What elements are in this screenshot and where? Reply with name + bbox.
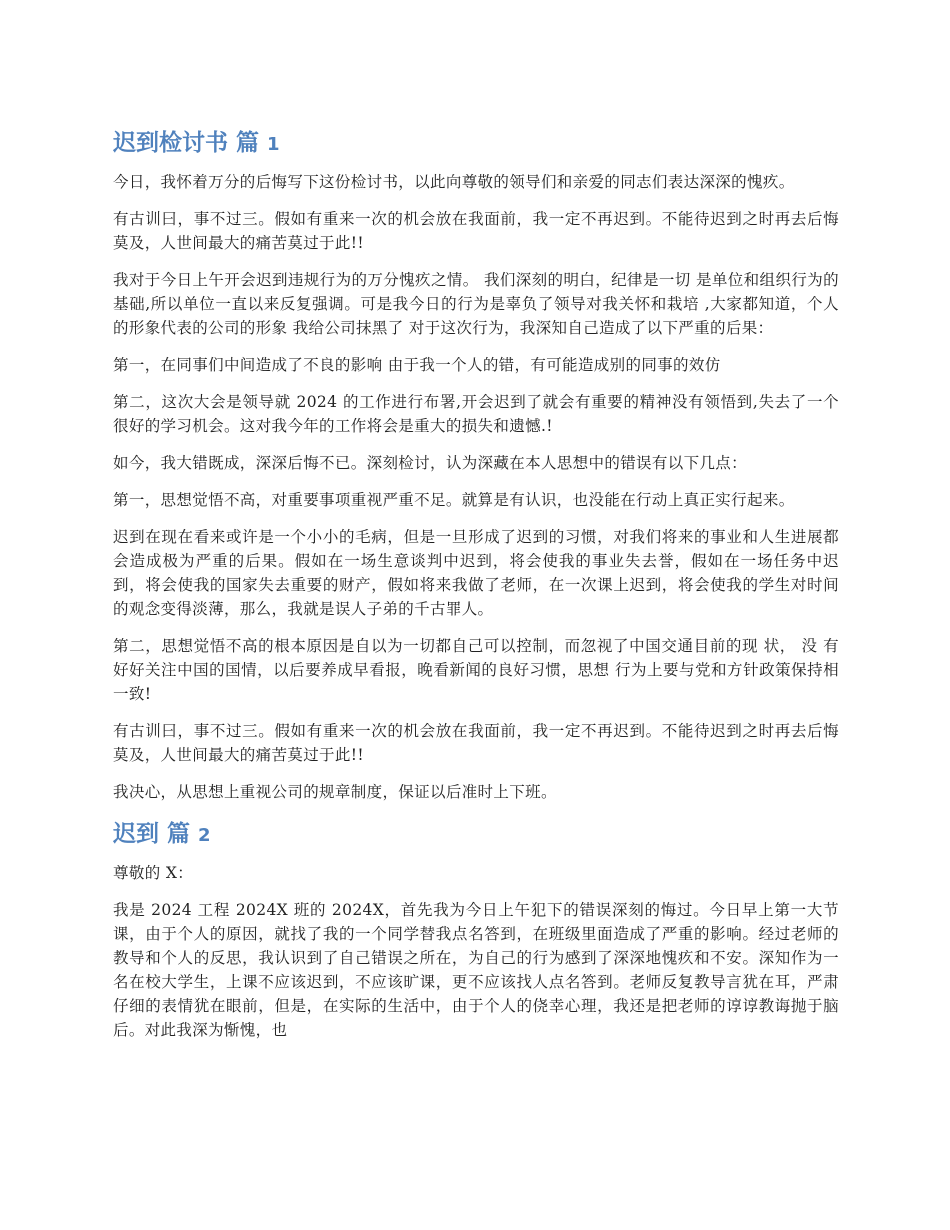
paragraph: 第一，思想觉悟不高，对重要事项重视严重不足。就算是有认识，也没能在行动上真正实行起来。 xyxy=(113,491,795,509)
paragraph: 我是 2024 工程 2024X 班的 2024X，首先我为今日上午犯下的错误深刻的悔过。今日早上第一大节课，由于个人的原因，就找了我的一个同学替我点名答到，在班级里面造成了严重的影响。经过老师的教导和个人的反思，我认识到了自己错误之所在，为自己的行为感到了深深地愧疚和不安。深知作为一名在校大学生，上课不应该迟到，不应该旷课，更不应该找人点名答到。老师反复教导言犹在耳，严肃仔细的表情犹在眼前，但是，在实际的生活中，由于个人的侥幸心理，我还是把老师的谆谆教诲抛于脑后。对此我深为惭愧，也 xyxy=(113,901,839,1039)
paragraph: 第二，思想觉悟不高的根本原因是自以为一切都自己可以控制，而忽视了中国交通目前的现 状， 没 有好好关注中国的国情，以后要养成早看报，晚看新闻的良好习惯，思想 行为上要与党和方针政策保持相一致! xyxy=(113,637,839,703)
paragraph: 我决心，从思想上重视公司的规章制度，保证以后准时上下班。 xyxy=(113,783,557,801)
document-page xyxy=(113,126,839,1055)
paragraph: 迟到在现在看来或许是一个小小的毛病，但是一旦形成了迟到的习惯，对我们将来的事业和人生进展都会造成极为严重的后果。假如在一场生意谈判中迟到，将会使我的事业失去誉，假如在一场任务中迟到，将会使我的国家失去重要的财产，假如将来我做了老师，在一次课上迟到，将会使我的学生对时间的观念变得淡薄，那么，我就是误人子弟的千古罪人。 xyxy=(113,528,839,618)
paragraph: 有古训曰，事不过三。假如有重来一次的机会放在我面前，我一定不再迟到。不能待迟到之时再去后悔莫及，人世间最大的痛苦莫过于此!! xyxy=(113,210,839,252)
section-2-title: 迟到 篇 xyxy=(113,821,191,847)
paragraph: 第二，这次大会是领导就 2024 的工作进行布署,开会迟到了就会有重要的精神没有领悟到,失去了一个很好的学习机会。这对我今年的工作将会是重大的损失和遗憾.! xyxy=(113,393,839,435)
section-1-heading xyxy=(113,126,839,162)
paragraph: 有古训曰，事不过三。假如有重来一次的机会放在我面前，我一定不再迟到。不能待迟到之时再去后悔莫及，人世间最大的痛苦莫过于此!! xyxy=(113,722,839,764)
section-2-heading xyxy=(113,817,839,853)
section-1-number: 1 xyxy=(267,134,280,155)
section-2 xyxy=(113,817,839,1042)
section-1-title: 迟到检讨书 篇 xyxy=(113,130,260,156)
salutation: 尊敬的 X： xyxy=(113,864,194,882)
section-1 xyxy=(113,126,839,804)
paragraph: 今日，我怀着万分的后悔写下这份检讨书，以此向尊敬的领导们和亲爱的同志们表达深深的愧疚。 xyxy=(113,173,795,191)
paragraph: 如今，我大错既成，深深后悔不已。深刻检讨，认为深藏在本人思想中的错误有以下几点： xyxy=(113,454,748,472)
paragraph: 第一，在同事们中间造成了不良的影响 由于我一个人的错，有可能造成别的同事的效仿 xyxy=(113,356,721,374)
section-2-number: 2 xyxy=(198,825,211,846)
paragraph: 我对于今日上午开会迟到违规行为的万分愧疚之情。 我们深刻的明白，纪律是一切 是单位和组织行为的基础,所以单位一直以来反复强调。可是我今日的行为是辜负了领导对我关怀和栽培 ,大家都知道，个人的形象代表的公司的形象 我给公司抹黑了 对于这次行为，我深知自己造成了以下严重的后果： xyxy=(113,271,839,337)
